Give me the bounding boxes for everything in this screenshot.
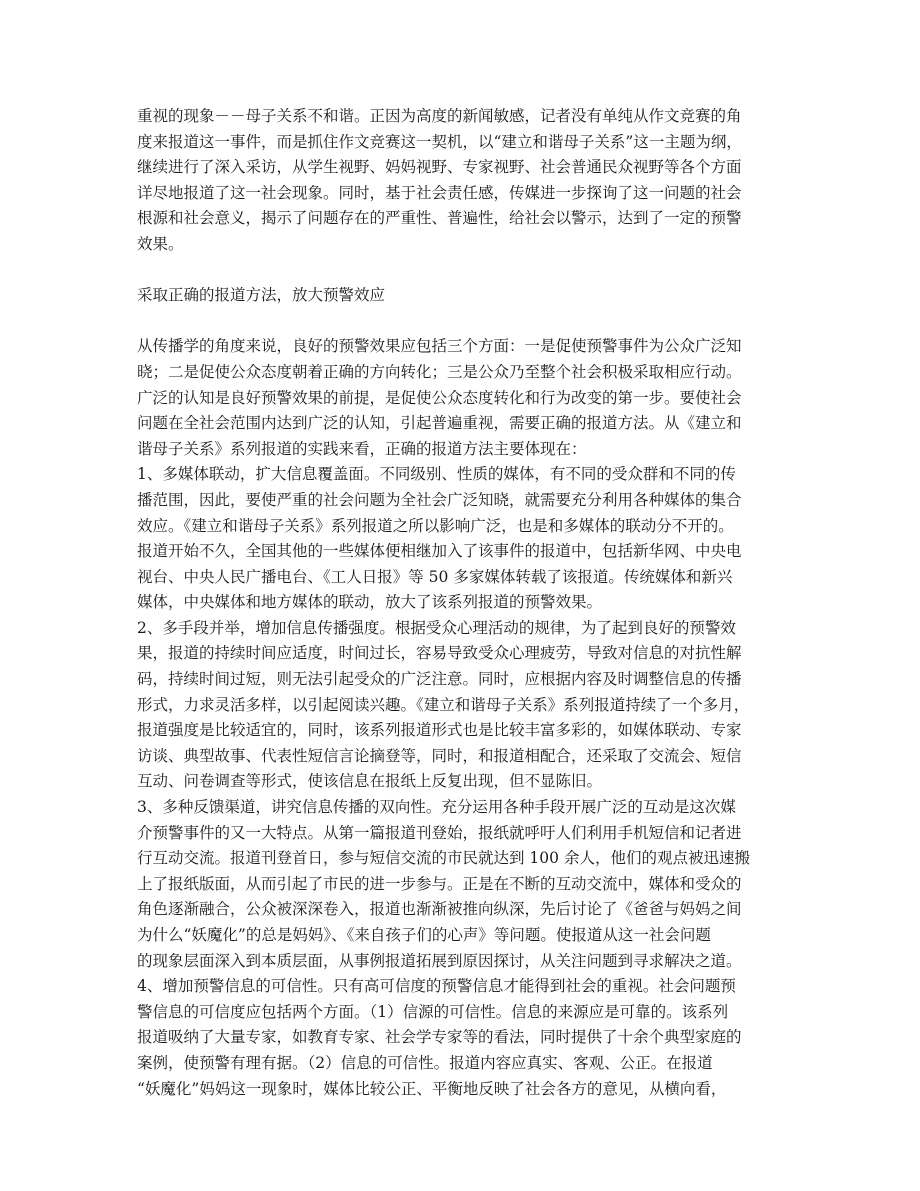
text-line: 重视的现象－－母子关系不和谐。正因为高度的新闻敏感，记者没有单纯从作文竞赛的角 [137, 107, 742, 125]
text-line: 播范围，因此，要使严重的社会问题为全社会广泛知晓，就需要充分利用各种媒体的集合 [137, 490, 742, 509]
section-heading [137, 283, 787, 309]
text-line: 从传播学的角度来说，良好的预警效果应包括三个方面：一是促使预警事件为公众广泛知 [137, 337, 742, 356]
text-line: 继续进行了深入采访，从学生视野、妈妈视野、专家视野、社会普通民众视野等各个方面 [137, 158, 742, 177]
text-line: 媒体，中央媒体和地方媒体的联动，放大了该系列报道的预警效果。 [137, 593, 603, 612]
paragraph-body [137, 334, 787, 1102]
text-line: 案例，使预警有理有据。（2）信息的可信性。报道内容应真实、客观、公正。在报道 [137, 1053, 713, 1072]
document-page [137, 104, 787, 1102]
text-line: 4、增加预警信息的可信性。只有高可信度的预警信息才能得到社会的重视。社会问题预 [137, 977, 736, 996]
text-line: 根源和社会意义，揭示了问题存在的严重性、普遍性，给社会以警示，达到了一定的预警 [137, 209, 742, 228]
text-line: 为什么“妖魔化”的总是妈妈》、《来自孩子们的心声》等问题。使报道从这一社会问题 [137, 926, 711, 944]
text-line: 行互动交流。报道刊登首日，参与短信交流的市民就达到 100 余人，他们的观点被迅速搬 [137, 849, 750, 868]
text-line: 介预警事件的又一大特点。从第一篇报道刊登始，报纸就呼吁人们利用手机短信和记者进 [137, 823, 742, 842]
text-line: 上了报纸版面，从而引起了市民的进一步参与。正是在不断的互动交流中，媒体和受众的 [137, 874, 742, 893]
heading-line: 采取正确的报道方法，放大预警效应 [137, 286, 386, 305]
text-line: 1、多媒体联动，扩大信息覆盖面。不同级别、性质的媒体，有不同的受众群和不同的传 [137, 465, 736, 484]
text-line: 形式，力求灵活多样，以引起阅读兴趣。《建立和谐母子关系》系列报道持续了一个多月， [137, 695, 750, 714]
text-line: 果，报道的持续时间应适度，时间过长，容易导致受众心理疲劳，导致对信息的对抗性解 [137, 644, 742, 663]
text-line: 度来报道这一事件，而是抓住作文竞赛这一契机，以“建立和谐母子关系”这一主题为纲， [137, 132, 742, 151]
text-line: 互动、问卷调查等形式，使该信息在报纸上反复出现，但不显陈旧。 [137, 772, 603, 791]
text-line: 的现象层面深入到本质层面，从事例报道拓展到原因探讨，从关注问题到寻求解决之道。 [137, 951, 742, 970]
text-line: 2、多手段并举，增加信息传播强度。根据受众心理活动的规律，为了起到良好的预警效 [137, 618, 736, 637]
text-line: 角色逐渐融合，公众被深深卷入，报道也渐渐被推向纵深，先后讨论了《爸爸与妈妈之间 [137, 900, 742, 919]
text-line: 效应。《建立和谐母子关系》系列报道之所以影响广泛，也是和多媒体的联动分不开的。 [137, 516, 734, 535]
text-line: 码，持续时间过短，则无法引起受众的广泛注意。同时，应根据内容及时调整信息的传播 [137, 670, 742, 689]
text-line: 详尽地报道了这一社会现象。同时，基于社会责任感，传媒进一步探询了这一问题的社会 [137, 183, 742, 202]
text-line: 报道强度是比较适宜的，同时，该系列报道形式也是比较丰富多彩的，如媒体联动、专家 [137, 721, 742, 740]
paragraph-gap [137, 309, 787, 335]
text-line: 问题在全社会范围内达到广泛的认知，引起普遍重视，需要正确的报道方法。从《建立和 [137, 414, 742, 433]
paragraph-intro [137, 104, 787, 258]
text-line: 访谈、典型故事、代表性短信言论摘登等，同时，和报道相配合，还采取了交流会、短信 [137, 746, 742, 765]
text-line: “妖魔化”妈妈这一现象时，媒体比较公正、平衡地反映了社会各方的意见，从横向看， [137, 1079, 727, 1098]
text-line: 报道吸纳了大量专家，如教育专家、社会学专家等的看法，同时提供了十余个典型家庭的 [137, 1028, 742, 1047]
text-line: 3、多种反馈渠道，讲究信息传播的双向性。充分运用各种手段开展广泛的互动是这次媒 [137, 798, 736, 817]
text-line: 广泛的认知是良好预警效果的前提，是促使公众态度转化和行为改变的第一步。要使社会 [137, 388, 742, 407]
text-line: 警信息的可信度应包括两个方面。（1）信源的可信性。信息的来源应是可靠的。该系列 [137, 1002, 729, 1021]
paragraph-gap [137, 258, 787, 284]
text-line: 视台、中央人民广播电台、《工人日报》等 50 多家媒体转载了该报道。传统媒体和新兴 [137, 567, 733, 586]
text-line: 报道开始不久，全国其他的一些媒体便相继加入了该事件的报道中，包括新华网、中央电 [137, 542, 742, 561]
text-line: 效果。 [137, 234, 184, 253]
text-line: 晓；二是促使公众态度朝着正确的方向转化；三是公众乃至整个社会积极采取相应行动。 [137, 362, 742, 381]
text-line: 谐母子关系》系列报道的实践来看，正确的报道方法主要体现在： [137, 439, 587, 458]
